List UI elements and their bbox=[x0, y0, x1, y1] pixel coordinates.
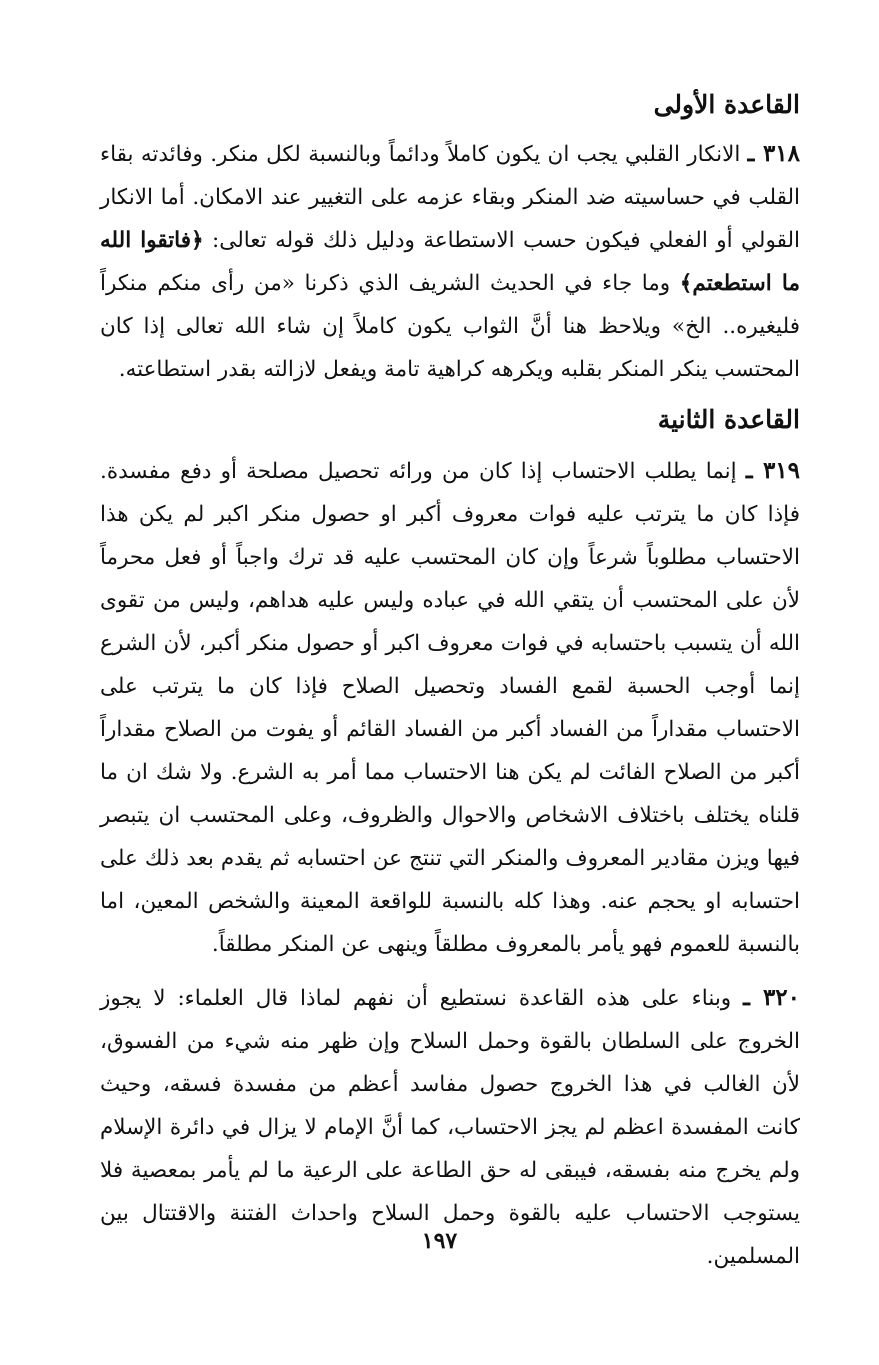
paragraph-text: وما جاء في الحديث الشريف الذي ذكرنا «من رأى منكم منكراً فليغيره.. الخ» ويلاحظ هنا أنَّ الثواب يكون كاملاً إن شاء الله تعالى إذا كان المحتسب ينكر المنكر بقلبه ويكرهه كراهية تامة ويفعل لازالته بقدر استطاعته. bbox=[100, 271, 800, 382]
paragraph-number: ٣١٨ ـ bbox=[747, 140, 801, 167]
paragraph-318 bbox=[100, 132, 800, 391]
paragraph-text: وبناء على هذه القاعدة نستطيع أن نفهم لماذا قال العلماء: لا يجوز الخروج على السلطان بالقوة وحمل السلاح وإن ظهر منه شيء من الفسوق، لأن الغالب في هذا الخروج حصول مفاسد أعظم من مفسدة فسقه، وحيث كانت المفسدة اعظم لم يجز الاحتساب، كما أنَّ الإمام لا يزال في دائرة الإسلام ولم يخرج منه بفسقه، فيبقى له حق الطاعة على الرعية ما لم يأمر بمعصية فلا يستوجب الاحتساب عليه بالقوة وحمل السلاح واحداث الفتنة والاقتتال بين المسلمين. bbox=[100, 986, 800, 1269]
page-number: ١٩٧ bbox=[421, 1228, 458, 1254]
second-rule-heading: القاعدة الثانية bbox=[657, 405, 800, 434]
paragraph-text: الانكار القلبي يجب ان يكون كاملاً ودائماً وبالنسبة لكل منكر. وفائدته بقاء القلب في حساسيته ضد المنكر وبقاء عزمه على التغيير عند الامكان. أما الانكار القولي أو الفعلي فيكون حسب الاستطاعة ودليل ذلك قوله تعالى: bbox=[100, 142, 800, 253]
paragraph-number: ٣٢٠ ـ bbox=[743, 984, 800, 1011]
page-content bbox=[100, 82, 800, 1278]
quran-verse: ﴿فاتقوا الله ما استطعتم﴾ bbox=[100, 228, 800, 296]
first-rule-heading: القاعدة الأولى bbox=[653, 90, 800, 119]
paragraph-number: ٣١٩ ـ bbox=[745, 457, 800, 484]
paragraph-319 bbox=[100, 449, 800, 966]
paragraph-text: إنما يطلب الاحتساب إذا كان من ورائه تحصيل مصلحة أو دفع مفسدة. فإذا كان ما يترتب عليه فوات معروف أكبر او حصول منكر اكبر لم يكن هذا الاحتساب مطلوباً شرعاً وإن كان المحتسب عليه قد ترك واجباً أو فعل محرماً لأن على المحتسب أن يتقي الله في عباده وليس عليه هداهم، وليس من تقوى الله أن يتسبب باحتسابه في فوات معروف اكبر أو حصول منكر أكبر، لأن الشرع إنما أوجب الحسبة لقمع الفساد وتحصيل الصلاح فإذا كان ما يترتب على الاحتساب مقداراً من الفساد أكبر من الفساد القائم أو يفوت من الصلاح مقداراً أكبر من الصلاح الفائت لم يكن هنا الاحتساب مما أمر به الشرع. ولا شك ان ما قلناه يختلف باختلاف الاشخاص والاحوال والظروف، وعلى المحتسب ان يتبصر فيها ويزن مقادير المعروف والمنكر التي تنتج عن احتسابه ثم يقدم بعد ذلك على احتسابه او يحجم عنه. وهذا كله بالنسبة للواقعة المعينة والشخص المعين، اما بالنسبة للعموم فهو يأمر بالمعروف مطلقاً وينهى عن المنكر مطلقاً. bbox=[100, 459, 800, 957]
